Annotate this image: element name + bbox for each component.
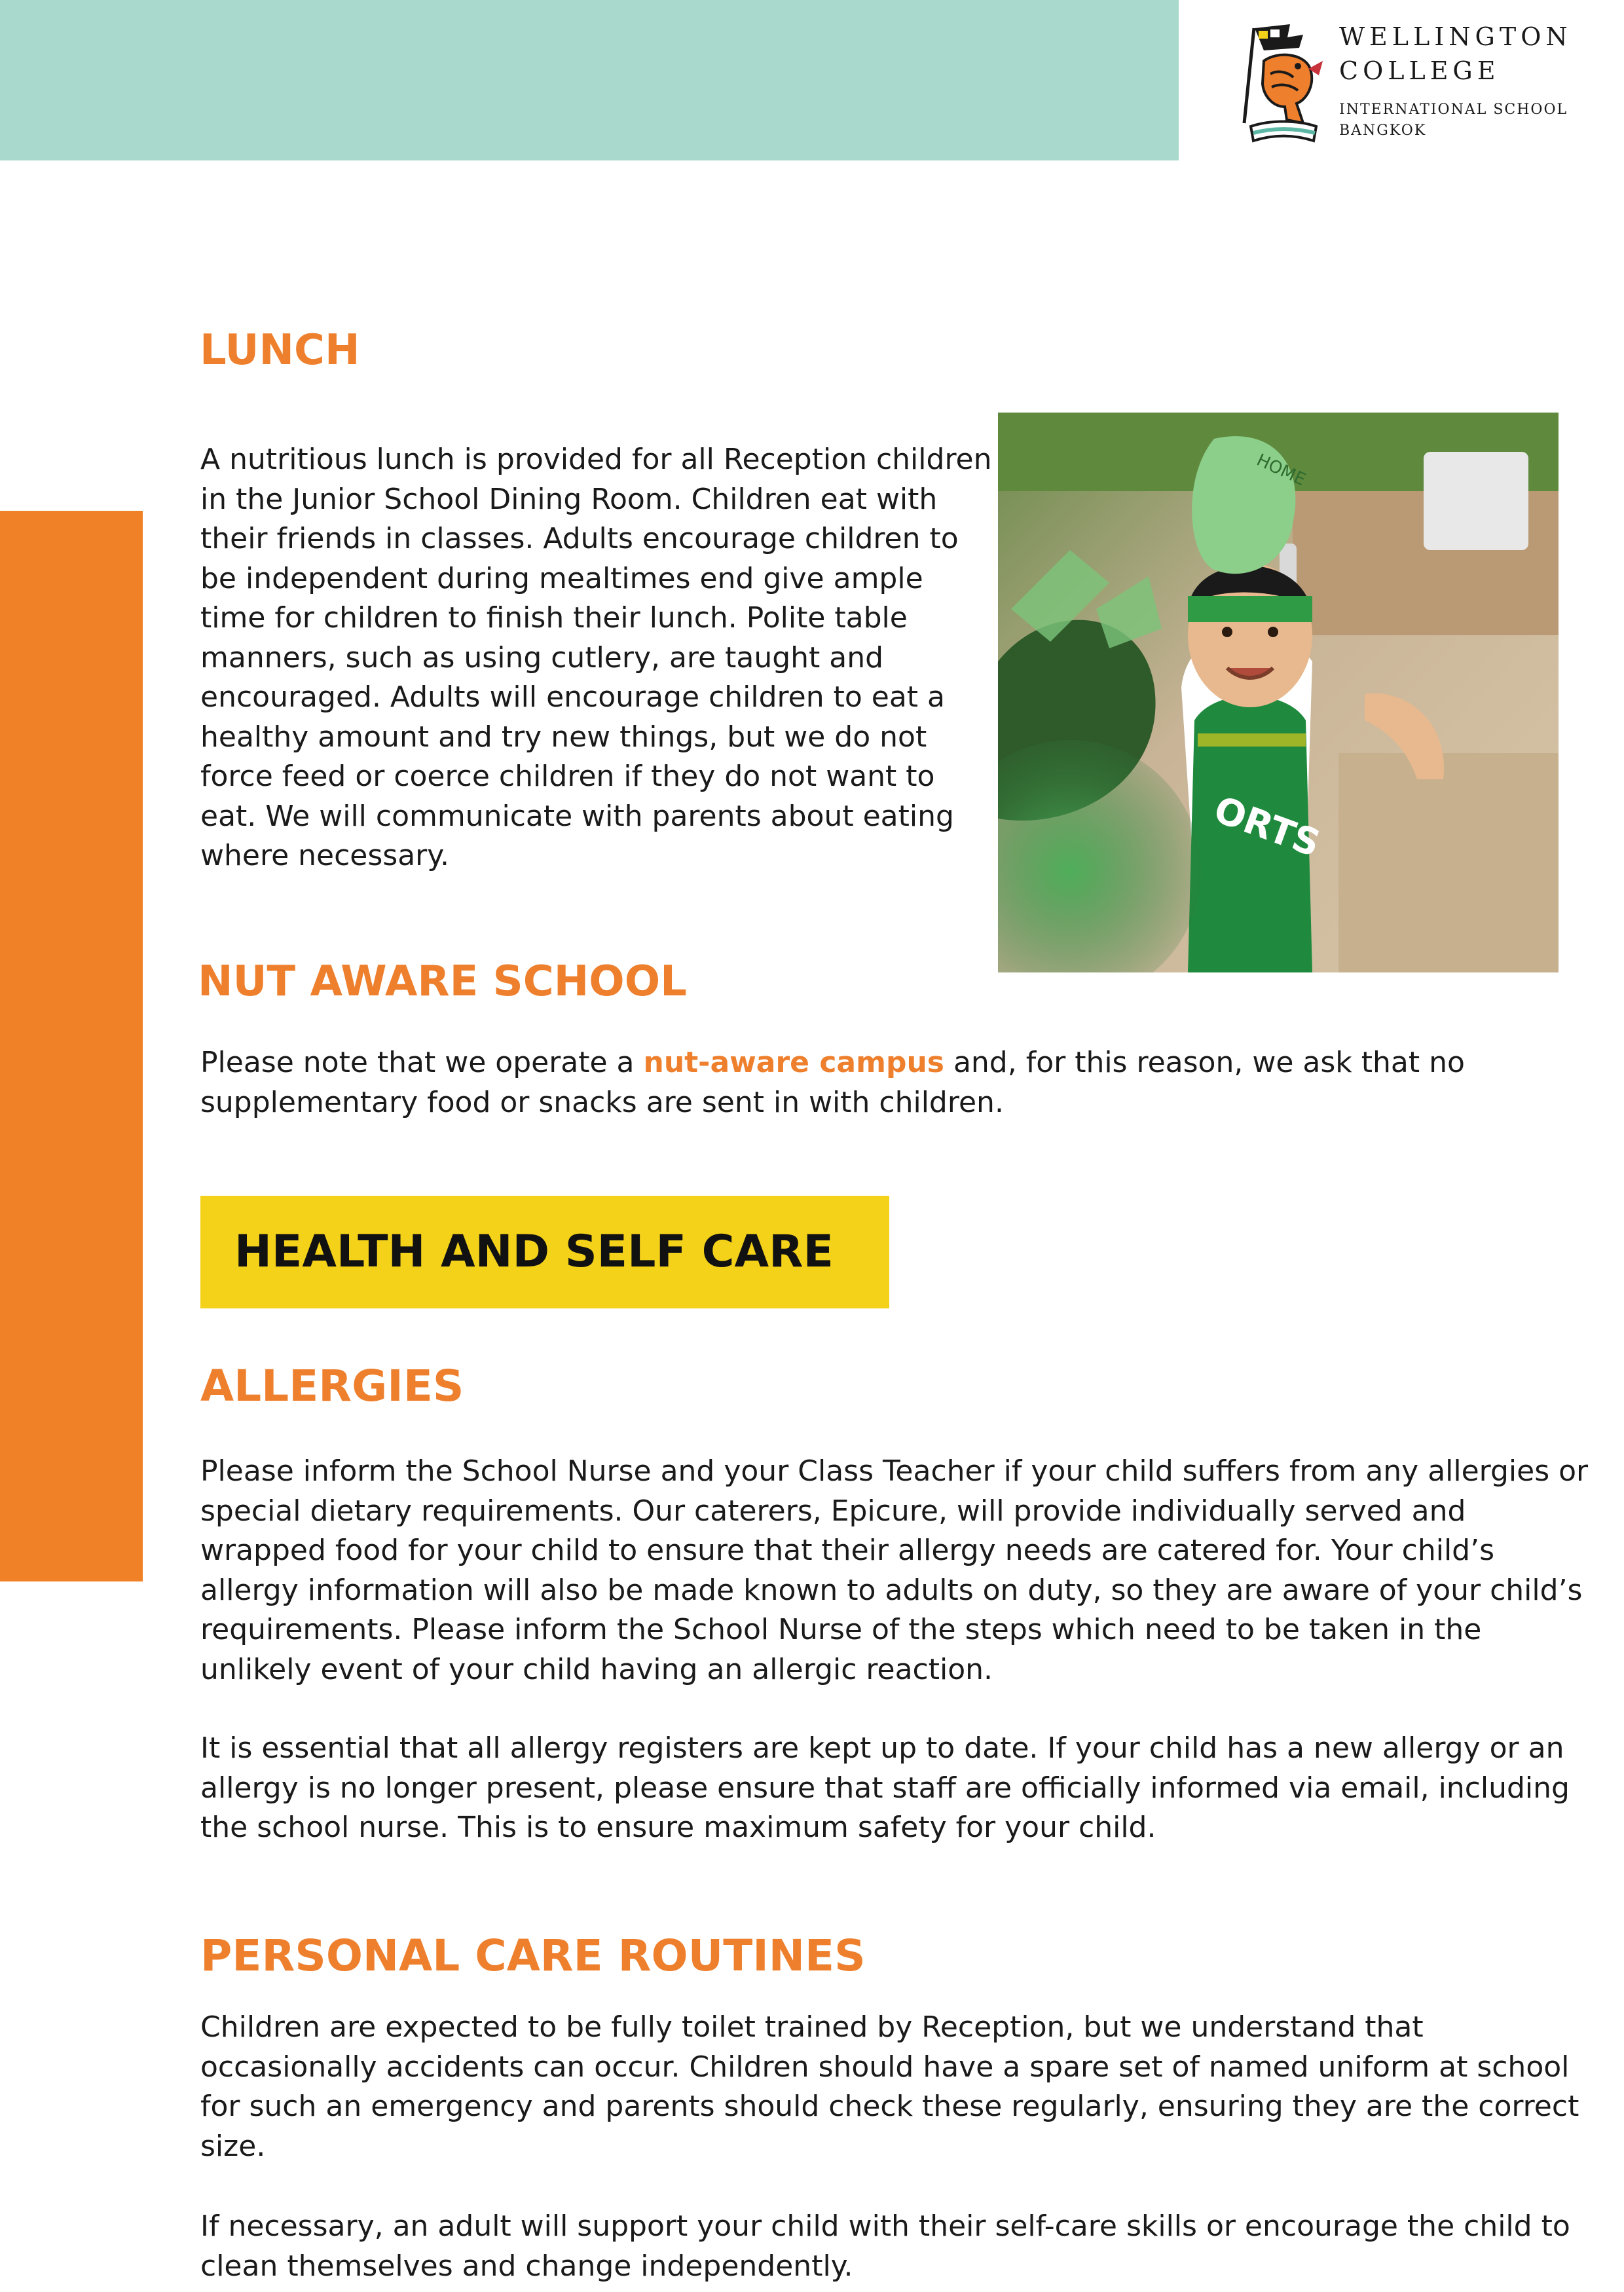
photo-shirt-text: ORTS [1208, 788, 1326, 866]
nut-aware-paragraph [200, 1043, 1589, 1122]
logo-line-4: BANGKOK [1339, 122, 1427, 139]
child-photo [998, 413, 1559, 972]
nut-aware-heading: NUT AWARE SCHOOL [198, 957, 687, 1006]
logo-line-3: INTERNATIONAL SCHOOL [1339, 102, 1568, 118]
health-and-self-care-banner [200, 1196, 889, 1308]
nut-aware-text-before: Please note that we operate a [200, 1046, 644, 1079]
allergies-paragraph-1: Please inform the School Nurse and your Class Teacher if your child suffers from any allergies or special dietary requirements. Our caterers, Epicure, will provide individually served and wrapped food for your child to ensure that their allergy needs are catered for. Your child’s allergy information will also be made known to adults on duty, so they are aware of your child’s requirements. Please inform the School Nurse of the steps which need to be taken in the unlikely event of your child having an allergic reaction. [200, 1454, 1589, 1686]
school-logo [1218, 12, 1611, 156]
crest-icon [1225, 15, 1336, 153]
logo-line-2: COLLEGE [1339, 56, 1500, 85]
personal-care-paragraph-2: If necessary, an adult will support your child with their self-care skills or encourage the child to clean themselves and change independently. [200, 2209, 1570, 2283]
personal-care-heading: PERSONAL CARE ROUTINES [200, 1931, 866, 1981]
logo-line-1: WELLINGTON [1339, 22, 1572, 51]
left-orange-bar [0, 511, 143, 1581]
health-banner-label: HEALTH AND SELF CARE [234, 1226, 834, 1278]
personal-care-paragraph-1: Children are expected to be fully toilet trained by Reception, but we understand that occasionally accidents can occur. Children should have a spare set of named uniform at school for such an emergency and parents should check these regularly, ensuring they are the correct size. [200, 2010, 1579, 2163]
photo-hat-text: HOME [1253, 450, 1309, 490]
header-mint-band [0, 0, 1179, 160]
allergies-paragraph-2: It is essential that all allergy registers are kept up to date. If your child has a new allergy or an allergy is no longer present, please ensure that staff are officially informed via email, including the school nurse. This is to ensure maximum safety for your child. [200, 1731, 1570, 1844]
lunch-paragraph: A nutritious lunch is provided for all Reception children in the Junior School Dining Room. Children eat with their friends in classes. Adults encourage children to be independent during mealtimes end give ample time for children to finish their lunch. Polite table manners, such as using cutlery, are taught and encouraged. Adults will encourage children to eat a healthy amount and try new things, but we do not force feed or coerce children if they do not want to eat. We will communicate with parents about eating where necessary. [200, 443, 992, 872]
nut-aware-text-after: and, for this reason, we ask that no supplementary food or snacks are sent in with children. [200, 1046, 1465, 1119]
lunch-heading: LUNCH [200, 326, 360, 375]
logo-wordmark [1339, 20, 1572, 141]
nut-aware-highlight: nut-aware campus [643, 1046, 944, 1079]
allergies-heading: ALLERGIES [200, 1361, 464, 1411]
